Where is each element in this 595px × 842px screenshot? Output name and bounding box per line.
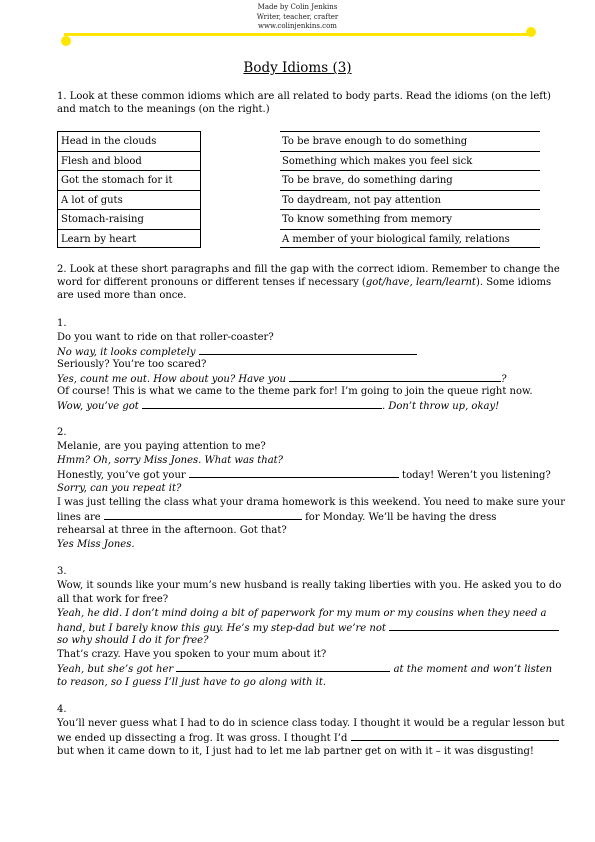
task2-instruction-2a: word for different pronouns or different tenses if necessary ( [57,277,366,288]
para3-line6: That’s crazy. Have you spoken to your mum about it? [57,649,327,660]
para2-line6 [57,510,496,524]
para2-line3-text: Honestly, you’ve got your [57,470,186,481]
para1-line3: Seriously? You’re too scared? [57,359,207,370]
gap-input[interactable] [389,621,559,631]
para3-line2: all that work for free? [57,594,169,605]
para3-line3: Yeah, he did. I don’t mind doing a bit of paperwork for my mum or my cousins when they need a [57,608,547,619]
meaning-cell: To be brave, do something daring [280,170,540,190]
para2-line6-end: for Monday. We’ll be having the dress [305,512,497,523]
para3-line5: so why should I do it for free? [57,635,209,646]
para3-line7-end: at the moment and won’t listen [393,664,553,675]
para3-line7-text: Yeah, but she’s got her [57,664,174,675]
para4-line2 [57,731,559,745]
gap-input[interactable] [104,510,302,520]
para2-line2: Hmm? Oh, sorry Miss Jones. What was that? [57,455,284,466]
para3-line8: to reason, so I guess I’ll just have to go along with it. [57,677,327,688]
para1-line4-text: Yes, count me out. How about you? Have you [57,374,286,385]
para4-line1: You’ll never guess what I had to do in science class today. I thought it would be a regular lesson but [57,718,565,729]
para3-line7 [57,662,552,676]
meaning-cell: To be brave enough to do something [280,131,540,151]
gap-input[interactable] [189,468,399,478]
para2-line1: Melanie, are you paying attention to me? [57,441,266,452]
para1-line6-text: Wow, you’ve got [57,401,139,412]
para3-line1: Wow, it sounds like your mum’s new husband is really taking liberties with you. He asked you to do [57,580,562,591]
para2-number: 2. [57,427,67,438]
para2-line3-end: today! Weren’t you listening? [402,470,551,481]
idiom-cell: Got the stomach for it [57,170,201,190]
para1-line2-text: No way, it looks completely [57,347,196,358]
para1-line1: Do you want to ride on that roller-coaster? [57,332,274,343]
task2-instruction-2 [57,276,551,289]
idiom-cell: A lot of guts [57,190,201,210]
task1-instruction-2: and match to the meanings (on the right.) [57,104,270,115]
task2-instruction-1: 2. Look at these short paragraphs and fill the gap with the correct idiom. Remember to change the [57,264,560,275]
para4-line3: but when it came down to it, I just had to let me lab partner get on with it – it was disgusting! [57,746,534,757]
para4-number: 4. [57,704,67,715]
para1-line6 [57,399,499,413]
para3-number: 3. [57,566,67,577]
header-divider [64,33,532,36]
task2-instruction-3: are used more than once. [57,290,187,301]
idiom-cell: Learn by heart [57,229,201,249]
gap-input[interactable] [289,372,501,382]
para3-line4-text: hand, but I barely know this guy. He’s my step-dad but we’re not [57,623,386,634]
author-tagline: Writer, teacher, crafter [256,13,339,21]
para1-line6-end: . Don’t throw up, okay! [382,401,500,412]
para2-line8: Yes Miss Jones. [57,539,135,550]
para2-line7: rehearsal at three in the afternoon. Got that? [57,525,287,536]
para2-line3 [57,468,551,482]
task2-instruction-2c: ). Some idioms [475,277,552,288]
para1-line5: Of course! This is what we came to the theme park for! I’m going to join the queue right now. [57,386,533,397]
header-dot-left [61,36,71,46]
task2-instruction-2b: got/have, learn/learnt [365,277,476,288]
para4-line2-text: we ended up dissecting a frog. It was gross. I thought I’d [57,733,348,744]
meaning-cell: A member of your biological family, relations [280,229,540,249]
page-title: Body Idioms (3) [243,60,352,76]
para1-line4-end: ? [501,374,507,385]
para2-line5: I was just telling the class what your drama homework is this weekend. You need to make sure your [57,497,566,508]
author-name: Made by Colin Jenkins [257,3,338,11]
para2-line6-text: lines are [57,512,101,523]
task1-instruction-1: 1. Look at these common idioms which are all related to body parts. Read the idioms (on the left) [57,91,551,102]
meaning-cell: Something which makes you feel sick [280,151,540,171]
idiom-cell: Flesh and blood [57,151,201,171]
header-dot-right [526,27,536,37]
gap-input[interactable] [199,345,417,355]
meanings-bottom-rule [280,247,540,248]
meaning-cell: To daydream, not pay attention [280,190,540,210]
para1-number: 1. [57,318,67,329]
gap-input[interactable] [351,731,559,741]
gap-input[interactable] [176,662,390,672]
idiom-cell: Head in the clouds [57,131,201,151]
idiom-cell: Stomach-raising [57,209,201,229]
para2-line4: Sorry, can you repeat it? [57,483,182,494]
gap-input[interactable] [142,399,382,409]
author-website: www.colinjenkins.com [258,22,337,30]
meaning-cell: To know something from memory [280,209,540,229]
